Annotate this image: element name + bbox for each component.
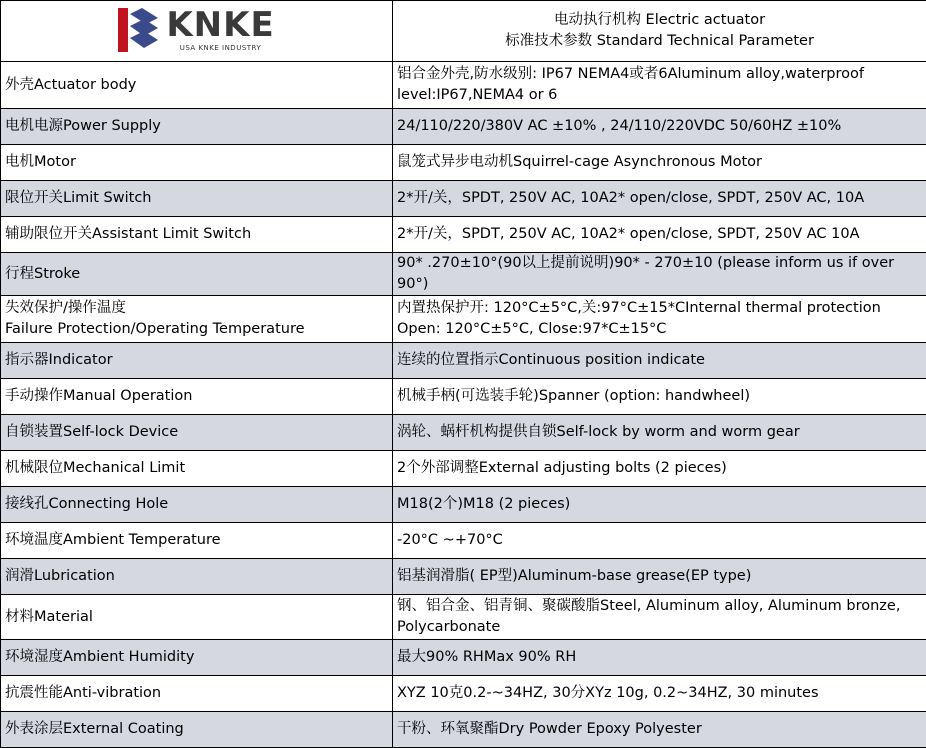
table-row (1, 343, 926, 379)
parameter-value: 内置热保护开: 120°C±5°C,关:97°C±15*CInternal thermal protection Open: 120°C±5°C, Close:97*C±15°C (393, 296, 926, 343)
parameter-label: 环境湿度Ambient Humidity (1, 640, 393, 676)
parameter-value: 铝基润滑脂( EP型)Aluminum-base grease(EP type) (393, 559, 926, 595)
parameter-label: 自锁装置Self-lock Device (1, 415, 393, 451)
parameter-value: 干粉、环氧聚酯Dry Powder Epoxy Polyester (393, 712, 926, 748)
parameter-value: 90* .270±10°(90以上提前说明)90* - 270±10 (please inform us if over 90°) (393, 253, 926, 296)
parameter-value: 铝合金外壳,防水级别: IP67 NEMA4或者6Aluminum alloy,waterproof level:IP67,NEMA4 or 6 (393, 62, 926, 109)
parameter-label: 指示器Indicator (1, 343, 393, 379)
parameter-label: 接线孔Connecting Hole (1, 487, 393, 523)
parameter-label: 机械限位Mechanical Limit (1, 451, 393, 487)
parameter-value: 最大90% RHMax 90% RH (393, 640, 926, 676)
table-row (1, 640, 926, 676)
parameter-label: 限位开关Limit Switch (1, 181, 393, 217)
brand-subtitle: USA KNKE INDUSTRY (166, 45, 274, 52)
brand-logo (110, 4, 282, 56)
parameter-value: 2*开/关，SPDT, 250V AC, 10A2* open/close, SPDT, 250V AC, 10A (393, 181, 926, 217)
parameter-value: 连续的位置指示Continuous position indicate (393, 343, 926, 379)
parameter-value: 钢、铝合金、铝青铜、聚碳酸脂Steel, Aluminum alloy, Aluminum bronze, Polycarbonate (393, 595, 926, 640)
table-row (1, 296, 926, 343)
parameter-value: 鼠笼式异步电动机Squirrel-cage Asynchronous Motor (393, 145, 926, 181)
table-row (1, 523, 926, 559)
table-row (1, 217, 926, 253)
parameter-value: 涡轮、蜗杆机构提供自锁Self-lock by worm and worm gear (393, 415, 926, 451)
parameter-value: 24/110/220/380V AC ±10% , 24/110/220VDC 50/60HZ ±10% (393, 109, 926, 145)
parameter-label: 环境温度Ambient Temperature (1, 523, 393, 559)
table-row (1, 451, 926, 487)
logo-cell (1, 1, 393, 62)
table-row (1, 253, 926, 296)
title-cell (393, 1, 926, 62)
knke-logo-icon (118, 8, 158, 52)
title-line-1: 电动执行机构 Electric actuator (393, 10, 926, 31)
table-row (1, 145, 926, 181)
table-row (1, 712, 926, 748)
brand-text (166, 8, 274, 52)
table-row (1, 595, 926, 640)
parameter-label: 材料Material (1, 595, 393, 640)
table-row (1, 379, 926, 415)
parameter-label: 辅助限位开关Assistant Limit Switch (1, 217, 393, 253)
parameter-label: 润滑Lubrication (1, 559, 393, 595)
parameter-value: M18(2个)M18 (2 pieces) (393, 487, 926, 523)
table-row (1, 109, 926, 145)
parameter-label: 手动操作Manual Operation (1, 379, 393, 415)
parameter-label: 外表涂层External Coating (1, 712, 393, 748)
parameter-label: 外壳Actuator body (1, 62, 393, 109)
parameter-label: 行程Stroke (1, 253, 393, 296)
parameter-value: XYZ 10克0.2-~34HZ, 30分XYz 10g, 0.2~34HZ, 30 minutes (393, 676, 926, 712)
table-row (1, 415, 926, 451)
table-row (1, 559, 926, 595)
parameter-value: 2*开/关，SPDT, 250V AC, 10A2* open/close, SPDT, 250V AC 10A (393, 217, 926, 253)
header-row (1, 1, 926, 62)
parameter-label: 电机电源Power Supply (1, 109, 393, 145)
table-row (1, 487, 926, 523)
table-row (1, 676, 926, 712)
parameter-value: -20°C ~+70°C (393, 523, 926, 559)
parameter-value: 2个外部调整External adjusting bolts (2 pieces) (393, 451, 926, 487)
table-row (1, 62, 926, 109)
parameter-value: 机械手柄(可选装手轮)Spanner (option: handwheel) (393, 379, 926, 415)
parameter-label: 电机Motor (1, 145, 393, 181)
brand-name: KNKE (166, 8, 274, 42)
parameter-label: 抗震性能Anti-vibration (1, 676, 393, 712)
parameter-label: 失效保护/操作温度 Failure Protection/Operating Temperature (1, 296, 393, 343)
table-row (1, 181, 926, 217)
title-line-2: 标准技术参数 Standard Technical Parameter (393, 31, 926, 52)
